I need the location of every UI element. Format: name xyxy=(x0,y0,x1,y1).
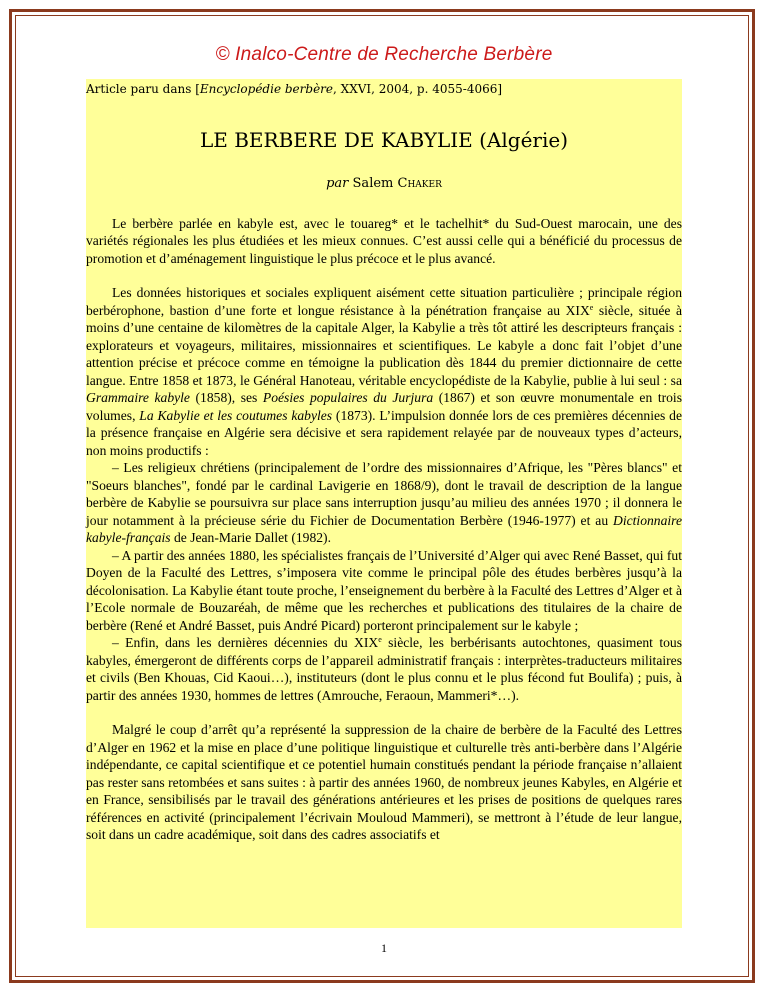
copyright-header: © Inalco-Centre de Recherche Berbère xyxy=(215,44,553,65)
p2-sup: e xyxy=(589,302,594,312)
source-work: Encyclopédie berbère xyxy=(199,82,334,96)
paragraph-religieux xyxy=(86,459,682,547)
p2-text-e: (1873). L’impulsion donnée lors de ces premières décennies de la présence française en Algérie sera décisive et sera rapidement relayée par de nouveaux types d’acteurs, non moins productifs : xyxy=(86,407,682,458)
article-body xyxy=(86,79,682,928)
source-prefix: Article paru dans [ xyxy=(86,82,200,96)
p3-italic-dictionnaire: Dictionnaire kabyle-français xyxy=(86,512,682,545)
p2-text-a: Les données historiques et sociales expliquent aisément cette situation particulière ; principale région berbérophone, bastion d’une forte et longue résistance à la pénétration française au XIX xyxy=(86,285,682,318)
p3-text-a: – Les religieux chrétiens (principalement de l’ordre des missionnaires d’Afrique, les "Pères blancs" et "Soeurs blanches", fondé par le cardinal Lavigerie en 1868/9), dont le travail de description de la langue berbère de Kabylie se poursuivra sur place sans interruption jusqu’au milieu des années 1970 ; il donnera le jour notamment à la précieuse série du Fichier de Documentation Berbère (1946-1977) et au xyxy=(86,460,682,528)
byline-par: par xyxy=(326,176,349,191)
p5-sup: e xyxy=(378,635,382,644)
p2-italic-grammaire: Grammaire kabyle xyxy=(86,390,190,405)
paragraph-history xyxy=(86,284,682,459)
paragraph-universite: – A partir des années 1880, les spécialistes français de l’Université d’Alger qui avec René Basset, qui fut Doyen de la Faculté des Lettres, s’imposera vite comme le principal pôle des études berbères jusqu’à la décolonisation. La Kabylie étant toute proche, l’enseignement du berbère à la Faculté des Lettres d’Alger et à l’Ecole normale de Bouzaréah, de même que les recherches et publications des titulaires de la chaire de berbère (René et André Basset, puis André Picard) porteront principalement sur le kabyle ; xyxy=(86,547,682,633)
p2-text-b: siècle, située à moins d’une centaine de kilomètres de la capitale Alger, la Kabylie a très tôt attiré les descripteurs français : explorateurs et voyageurs, militaires, missionnaires et scientifiques. Le kabyle a donc fait l’objet d’une attention précise et précoce comme en témoigne la publication dès 1844 du premier dictionnaire de cette langue. Entre 1858 et 1873, le Général Hanoteau, véritable encyclopédiste de la Kabylie, publie à lui seul : sa xyxy=(86,302,682,388)
p2-text-c: (1858), ses xyxy=(189,390,263,405)
p5-text-a: – Enfin, dans les dernières décennies du XIX xyxy=(112,635,379,650)
p2-italic-poesies: Poésies populaires du Jurjura xyxy=(262,390,434,405)
byline xyxy=(86,175,682,193)
article-title: LE BERBERE DE KABYLIE (Algérie) xyxy=(199,128,569,152)
page-number: 1 xyxy=(381,941,387,955)
p5-text-b: siècle, les berbérisants autochtones, quasiment tous kabyles, émergeront de différents corps de l’appareil administratif français : interprètes-traducteurs militaires et civils (Ben Khouas, Cid Kaoui…), instituteurs (dont le plus connu et le plus fécond fut Boulifa) ; puis, à partir des années 1930, hommes de lettres (Amrouche, Feraoun, Mammeri*…). xyxy=(86,635,682,703)
author-first-name: Salem xyxy=(352,176,394,191)
source-details: , XXVI, 2004, p. 4055-4066] xyxy=(333,82,503,96)
source-citation xyxy=(86,79,682,97)
paragraph-malgre: Malgré le coup d’arrêt qu’a représenté la suppression de la chaire de berbère de la Faculté des Lettres d’Alger en 1962 et la mise en place d’une politique linguistique et culturelle très anti-berbère dans l’Algérie indépendante, ce capital scientifique et ce potentiel humain constitués pendant la période française n’allaient pas rester sans retombées et sans suites : à partir des années 1960, de nombreux jeunes Kabyles, en Algérie et en France, sensibilisés par le travail des générations antérieures et les prises de positions de quelques rares références en activité (principalement l’écrivain Mouloud Mammeri), se mettront à l’étude de leur langue, soit dans un cadre académique, soit dans des cadres associatifs et xyxy=(86,722,682,842)
p2-italic-kabylie: La Kabylie et les coutumes kabyles xyxy=(139,407,333,423)
p3-text-b: de Jean-Marie Dallet (1982). xyxy=(170,530,331,545)
paragraph-autochtones xyxy=(86,634,682,704)
p2-text-d: (1867) et son œuvre monumentale en trois volumes, xyxy=(86,390,682,423)
paragraph-intro: Le berbère parlée en kabyle est, avec le touareg* et le tachelhit* du Sud-Ouest marocain, une des variétés régionales les plus étudiées et les mieux connues. C’est aussi celle qui a bénéficié du processus de promotion et d’aménagement linguistique le plus précoce et le plus avancé. xyxy=(86,215,682,266)
author-last-name: Chaker xyxy=(397,176,442,191)
